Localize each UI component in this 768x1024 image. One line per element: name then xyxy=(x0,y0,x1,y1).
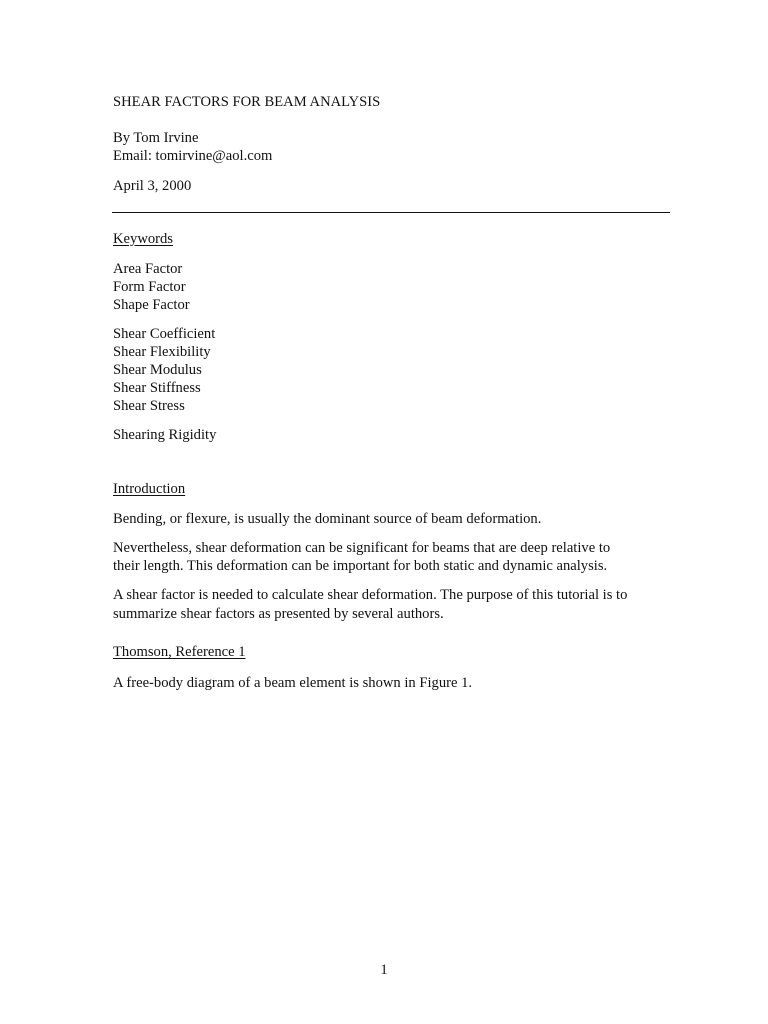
introduction-heading: Introduction xyxy=(113,481,186,497)
intro-paragraph-3-line-2: summarize shear factors as presented by several authors. xyxy=(113,606,444,622)
keyword-item: Area Factor xyxy=(113,261,183,277)
keyword-item: Shear Flexibility xyxy=(113,344,211,360)
keyword-item: Shear Modulus xyxy=(113,362,202,378)
intro-paragraph-2-line-1: Nevertheless, shear deformation can be significant for beams that are deep relative to xyxy=(113,540,611,556)
keywords-heading: Keywords xyxy=(113,231,173,247)
intro-paragraph-3-line-1: A shear factor is needed to calculate shear deformation. The purpose of this tutorial is to xyxy=(113,587,628,603)
thomson-heading: Thomson, Reference 1 xyxy=(113,644,246,660)
thomson-paragraph-1: A free-body diagram of a beam element is shown in Figure 1. xyxy=(113,675,473,691)
date-line: April 3, 2000 xyxy=(113,178,192,194)
keyword-item: Shape Factor xyxy=(113,297,190,313)
keyword-item: Shear Stiffness xyxy=(113,380,201,396)
intro-paragraph-2-line-2: their length. This deformation can be important for both static and dynamic analysis. xyxy=(113,558,608,574)
document-title: SHEAR FACTORS FOR BEAM ANALYSIS xyxy=(113,94,381,110)
page-number: 1 xyxy=(380,962,388,978)
author-line: By Tom Irvine xyxy=(113,130,199,146)
keyword-item: Shearing Rigidity xyxy=(113,427,217,443)
keyword-item: Shear Coefficient xyxy=(113,326,216,342)
email-line: Email: tomirvine@aol.com xyxy=(113,148,273,164)
intro-paragraph-1: Bending, or flexure, is usually the dominant source of beam deformation. xyxy=(113,511,542,527)
keyword-item: Form Factor xyxy=(113,279,186,295)
keyword-item: Shear Stress xyxy=(113,398,185,414)
horizontal-rule xyxy=(112,212,670,213)
